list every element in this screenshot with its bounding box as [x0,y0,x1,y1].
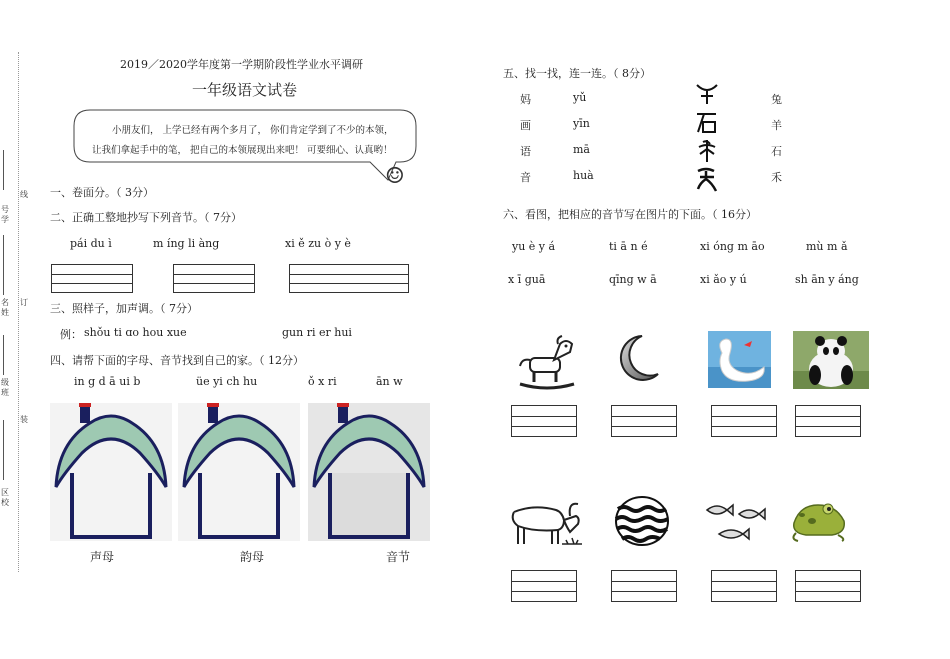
section5-title: 五、找一找，连一连。（ 8分） [503,67,651,80]
margin-label: 姓 [1,308,9,317]
section1-title: 一、卷面分。（ 3分） [50,186,154,199]
swan-picture [708,331,771,388]
pinyin-item: yīn [573,117,590,130]
binding-margin [18,52,27,572]
page-title: 一年级语文试卷 [192,81,298,99]
margin-label: 装 [20,415,28,424]
margin-label: 校 [1,498,9,507]
tone-syllables: gun ri er hui [282,326,352,339]
char-item: 音 [520,171,531,184]
pinyin-writing-grid[interactable] [511,570,577,602]
rocking-horse-picture [514,334,580,390]
syllable-option: yu è y á [512,240,556,253]
pinyin-item: huà [573,169,594,182]
section3-title: 三、照样子，加声调。（ 7分） [50,302,198,315]
letters-group-4: ān w [376,375,403,388]
house-syllables [308,403,430,541]
margin-label: 学 [1,215,9,224]
watermelon-picture [614,495,670,547]
smiley-icon: ☺ [385,164,405,189]
section6-title: 六、看图，把相应的音节写在图片的下面。（ 16分） [503,208,757,221]
syllable-option: ti ā n é [609,240,648,253]
margin-label: 订 [20,298,28,307]
house-label-initials: 声母 [90,550,115,564]
pinyin-writing-grid[interactable] [511,405,577,437]
syllable-option: xi óng m āo [700,240,765,253]
pinyin-writing-grid[interactable] [711,570,777,602]
house-label-syllables: 音节 [386,550,411,564]
pinyin-writing-grid[interactable] [611,405,677,437]
margin-label: 号 [1,205,9,214]
exam-term-title: 2019／2020学年度第一学期阶段性学业水平调研 [120,58,363,71]
letters-group-3: ǒ x ri [308,375,337,388]
margin-rule [3,420,4,480]
margin-label: 区 [1,488,9,497]
answer-char: 羊 [771,119,782,132]
letters-group-2: üe yi ch hu [196,375,258,388]
example-label: 例： [60,328,82,341]
copy-syllable-2: m íng li àng [153,237,220,250]
pinyin-writing-grid[interactable] [173,264,255,293]
panda-picture [793,331,869,389]
pinyin-writing-grid[interactable] [795,570,861,602]
speech-text-line1: 小朋友们， 上学已经有两个多月了， 你们肯定学到了不少的本领， [112,125,394,136]
syllable-option: qīng w ā [609,273,657,286]
pinyin-item: yǔ [573,91,587,104]
char-item: 语 [520,145,531,158]
house-finals [178,403,300,541]
pinyin-writing-grid[interactable] [51,264,133,293]
letters-group-1: in g d ā ui b [74,375,141,388]
margin-rule [3,335,4,375]
char-item: 画 [520,119,531,132]
margin-label: 班 [1,388,9,397]
section4-title: 四、请帮下面的字母、音节找到自己的家。（ 12分） [50,354,304,367]
fish-picture [703,500,771,546]
margin-rule [3,150,4,190]
copy-syllable-3: xi ě zu ò y è [285,237,351,250]
pinyin-writing-grid[interactable] [611,570,677,602]
answer-char: 兔 [771,93,782,106]
margin-label: 线 [20,190,28,199]
house-initials [50,403,172,541]
pinyin-item: mā [573,143,590,156]
speech-text-line2: 让我们拿起手中的笔， 把自己的本领展现出来吧！ 可要细心、认真哟！ [92,145,393,156]
syllable-option: mù m ǎ [806,240,848,253]
goat-picture [504,496,584,548]
margin-label: 级 [1,378,9,387]
answer-char: 禾 [771,171,782,184]
pinyin-writing-grid[interactable] [795,405,861,437]
copy-syllable-1: pái du ì [70,237,112,250]
syllable-option: sh ān y áng [795,273,859,286]
char-item: 妈 [520,93,531,106]
example-syllables: shǒu ti ɑo hou xue [84,326,187,339]
moon-picture [612,332,664,386]
ancient-grain-glyph-icon [694,138,720,164]
ancient-sheep-glyph-icon [694,82,720,106]
ancient-rabbit-glyph-icon [694,165,720,193]
frog-picture [788,493,850,543]
house-label-finals: 韵母 [240,550,265,564]
margin-rule [3,235,4,295]
ancient-stone-glyph-icon [694,110,720,134]
margin-label: 名 [1,298,9,307]
answer-char: 石 [771,145,782,158]
syllable-option: xi ǎo y ú [700,273,747,286]
pinyin-writing-grid[interactable] [711,405,777,437]
syllable-option: x ī guā [508,273,546,286]
pinyin-writing-grid[interactable] [289,264,409,293]
section2-title: 二、正确工整地抄写下列音节。（ 7分） [50,211,242,224]
